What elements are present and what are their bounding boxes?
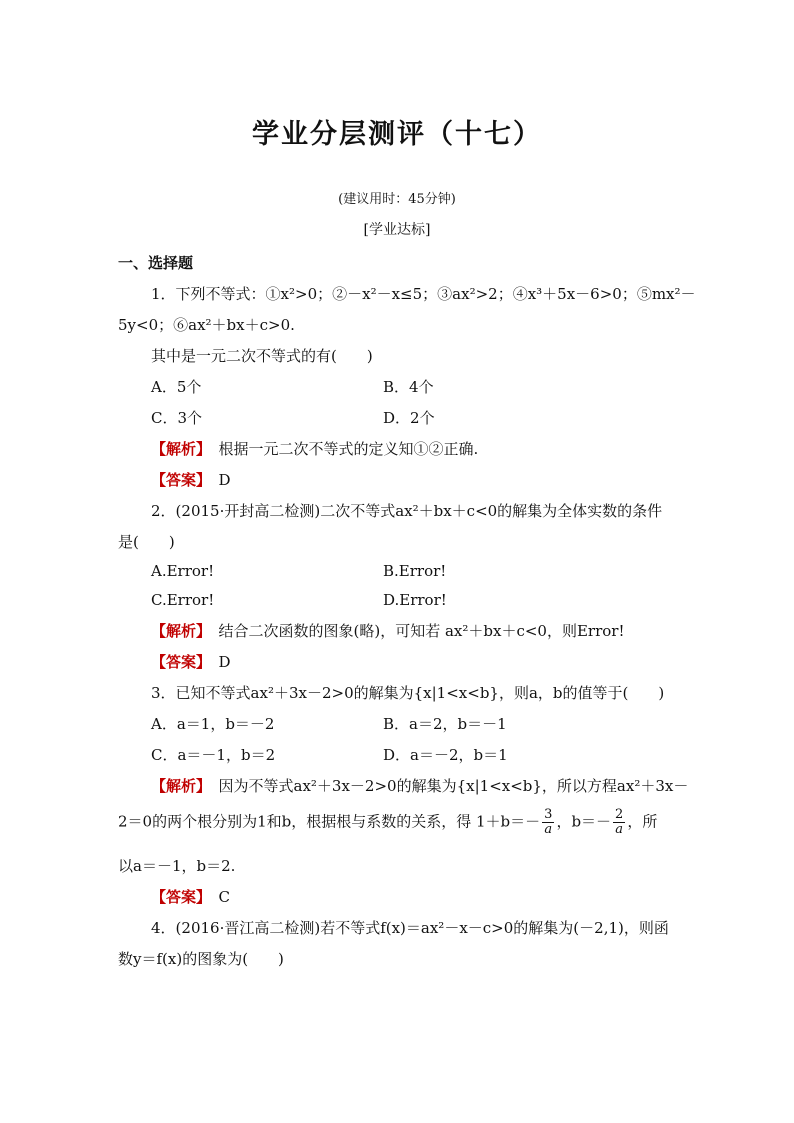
q1-option-c: C．3个 xyxy=(151,409,203,427)
q4-stem-line2: 数y＝f(x)的图象为( ) xyxy=(118,950,284,968)
q1-option-d: D．2个 xyxy=(383,409,435,427)
q4-stem-line1: 4．(2016·晋江高二检测)若不等式f(x)＝ax²－x－c>0的解集为(－2,1)，则函 xyxy=(151,919,669,937)
q3-answer-text: C xyxy=(203,888,230,906)
level-tag: [学业达标] xyxy=(363,222,431,238)
q2-stem-line1: 2．(2015·开封高二检测)二次不等式ax²＋bx＋c<0的解集为全体实数的条件 xyxy=(151,502,663,520)
q3-analysis-label: 【解析】 xyxy=(151,777,204,795)
q3-option-b: B．a＝2，b＝－1 xyxy=(383,715,507,733)
q1-stem-line1: 1．下列不等式：①x²>0；②－x²－x≤5；③ax²>2；④x³＋5x－6>0；⑤mx²－ xyxy=(151,285,696,303)
q3-answer-label: 【答案】 xyxy=(151,888,204,906)
q1-answer xyxy=(151,469,231,490)
q2-analysis-label: 【解析】 xyxy=(151,622,204,640)
q1-option-a: A．5个 xyxy=(151,378,202,396)
q2-answer xyxy=(151,651,231,672)
section-heading: 一、选择题 xyxy=(118,254,194,272)
q2-answer-label: 【答案】 xyxy=(151,653,204,671)
q3-analysis xyxy=(151,775,688,796)
q3-analysis-text: 因为不等式ax²＋3x－2>0的解集为{x|1<x<b}，所以方程ax²＋3x－ xyxy=(203,777,689,795)
q3-option-a: A．a＝1，b＝－2 xyxy=(151,715,275,733)
q1-analysis-label: 【解析】 xyxy=(151,440,204,458)
q3-fraction-1-numerator: 3 xyxy=(544,807,553,822)
q1-answer-label: 【答案】 xyxy=(151,471,204,489)
q3-analysis-line2-pre: 2＝0的两个根分别为1和b，根据根与系数的关系，得 1＋b＝－ xyxy=(118,812,541,831)
q3-fraction-2 xyxy=(613,808,625,837)
q3-answer xyxy=(151,886,230,907)
q3-analysis-line2-post: ，所 xyxy=(627,812,658,831)
q3-fraction-1 xyxy=(542,808,554,837)
q3-analysis-line2-mid: ，b＝－ xyxy=(556,812,612,831)
time-note: (建议用时：45分钟) xyxy=(338,192,456,207)
q1-analysis xyxy=(151,438,478,459)
q1-stem-line2: 5y<0；⑥ax²＋bx＋c>0. xyxy=(118,316,295,334)
q2-option-b: B.Error! xyxy=(383,562,447,580)
q1-option-b: B．4个 xyxy=(383,378,434,396)
q3-stem-line1: 3．已知不等式ax²＋3x－2>0的解集为{x|1<x<b}，则a，b的值等于( ) xyxy=(151,684,665,702)
q2-option-d: D.Error! xyxy=(383,591,447,609)
q3-fraction-1-denominator: a xyxy=(544,822,553,837)
q3-fraction-2-denominator: a xyxy=(615,822,624,837)
q3-analysis-line2 xyxy=(118,808,657,837)
q3-option-c: C．a＝－1，b＝2 xyxy=(151,746,276,764)
page-title: 学业分层测评（十七） xyxy=(252,119,542,150)
q3-option-d: D．a＝－2，b＝1 xyxy=(383,746,508,764)
q1-answer-text: D xyxy=(203,471,231,489)
q2-analysis xyxy=(151,620,625,641)
q2-analysis-text: 结合二次函数的图象(略)，可知若 ax²＋bx＋c<0，则Error! xyxy=(203,622,625,640)
q3-analysis-line3: 以a＝－1，b＝2. xyxy=(118,857,236,875)
q2-answer-text: D xyxy=(203,653,231,671)
q1-analysis-text: 根据一元二次不等式的定义知①②正确. xyxy=(203,440,479,458)
q3-fraction-2-numerator: 2 xyxy=(615,807,624,822)
q2-stem-line2: 是( ) xyxy=(118,533,175,551)
q1-stem-line3: 其中是一元二次不等式的有( ) xyxy=(151,347,373,365)
q2-option-a: A.Error! xyxy=(151,562,215,580)
q2-option-c: C.Error! xyxy=(151,591,215,609)
